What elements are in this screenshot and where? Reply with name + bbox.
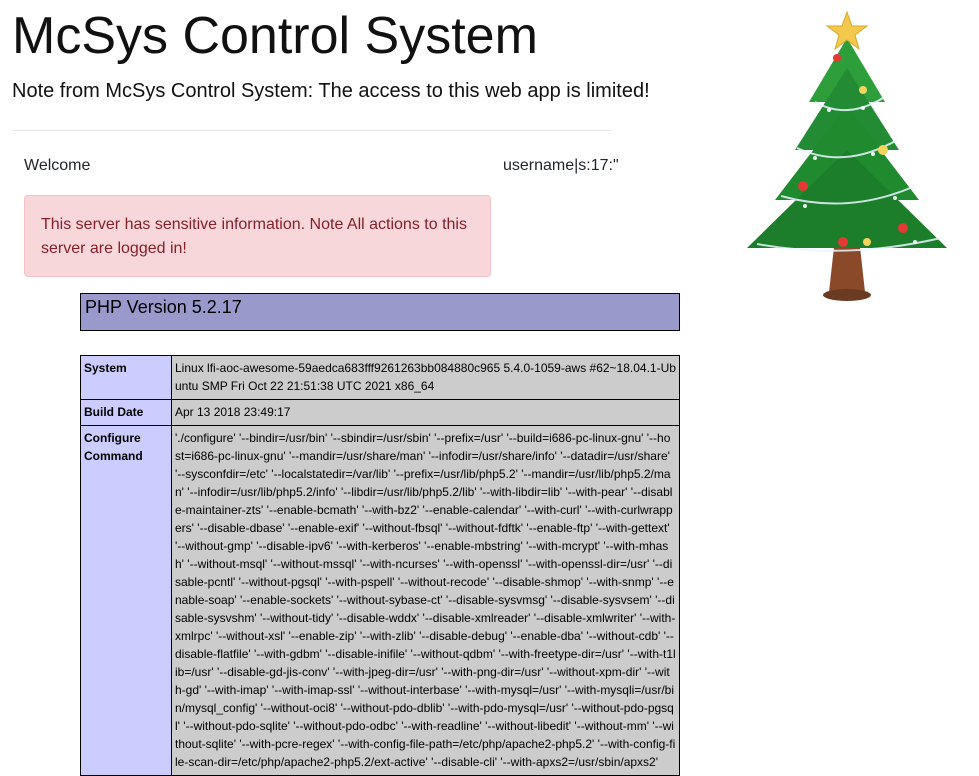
page-title: McSys Control System [12,7,538,65]
welcome-label: Welcome [24,157,91,174]
row-key-build-date: Build Date [81,400,172,426]
phpinfo-table [80,355,680,776]
row-key-system: System [81,356,172,400]
row-key-configure-command: Configure Command [81,426,172,776]
row-value-system: Linux lfi-aoc-awesome-59aedca683fff9261263bb084880c965 5.4.0-1059-aws #62~18.04.1-Ubuntu SMP Fri Oct 22 21:51:38 UTC 2021 x86_64 [172,356,680,400]
username-value: username|s:17:" [503,157,619,174]
row-value-configure-command: './configure' '--bindir=/usr/bin' '--sbindir=/usr/sbin' '--prefix=/usr' '--build=i686-pc-linux-gnu' '--host=i686-pc-linux-gnu' '--mandir=/usr/share/man' '--infodir=/usr/share/info' '--datadir=/usr/share' '--sysconfdir=/etc' '--localstatedir=/var/lib' '--prefix=/usr/lib/php5.2' '--mandir=/usr/lib/php5.2/man' '--infodir=/usr/lib/php5.2/info' '--libdir=/usr/lib/php5.2/lib' '--with-libdir=lib' '--with-pear' '--disable-maintainer-zts' '--enable-bcmath' '--with-bz2' '--enable-calendar' '--with-curl' '--with-curlwrappers' '--disable-dbase' '--enable-exif' '--without-fbsql' '--without-fdftk' '--enable-ftp' '--with-gettext' '--without-gmp' '--disable-ipv6' '--with-kerberos' '--enable-mbstring' '--with-mcrypt' '--with-mhash' '--without-msql' '--without-mssql' '--with-ncurses' '--with-openssl' '--with-openssl-dir=/usr' '--disable-pcntl' '--without-pgsql' '--with-pspell' '--without-recode' '--disable-shmop' '--with-snmp' '--enable-soap' '--enable-sockets' '--without-sybase-ct' '--disable-sysvmsg' '--disable-sysvsem' '--disable-sysvshm' '--without-tidy' '--disable-wddx' '--disable-xmlreader' '--disable-xmlwriter' '--with-xmlrpc' '--without-xsl' '--enable-zip' '--with-zlib' '--disable-debug' '--enable-dba' '--without-cdb' '--disable-flatfile' '--with-gdbm' '--disable-inifile' '--without-qdbm' '--with-freetype-dir=/usr' '--with-t1lib=/usr' '--disable-gd-jis-conv' '--with-jpeg-dir=/usr' '--with-png-dir=/usr' '--without-xpm-dir' '--with-gd' '--with-imap' '--with-imap-ssl' '--without-interbase' '--with-mysql=/usr' '--with-mysqli=/usr/bin/mysql_config' '--without-oci8' '--without-pdo-dblib' '--with-pdo-mysql=/usr' '--without-pdo-pgsql' '--without-pdo-sqlite' '--without-pdo-odbc' '--with-readline' '--without-libedit' '--without-mm' '--without-sqlite' '--with-pcre-regex' '--with-config-file-path=/etc/php/apache2-php5.2' '--with-config-file-scan-dir=/etc/php/apache2-php5.2/ext-active' '--disable-cli' '--with-apxs2=/usr/sbin/apxs2' [172,426,680,776]
divider [12,130,612,131]
table-row [81,356,680,400]
access-note: Note from McSys Control System: The access to this web app is limited! [12,80,650,102]
php-version-header: PHP Version 5.2.17 [80,293,680,331]
christmas-tree-icon [745,10,949,305]
table-row [81,426,680,776]
row-value-build-date: Apr 13 2018 23:49:17 [172,400,680,426]
sensitive-info-alert: This server has sensitive information. Note All actions to this server are logged in! [24,195,491,277]
table-row [81,400,680,426]
